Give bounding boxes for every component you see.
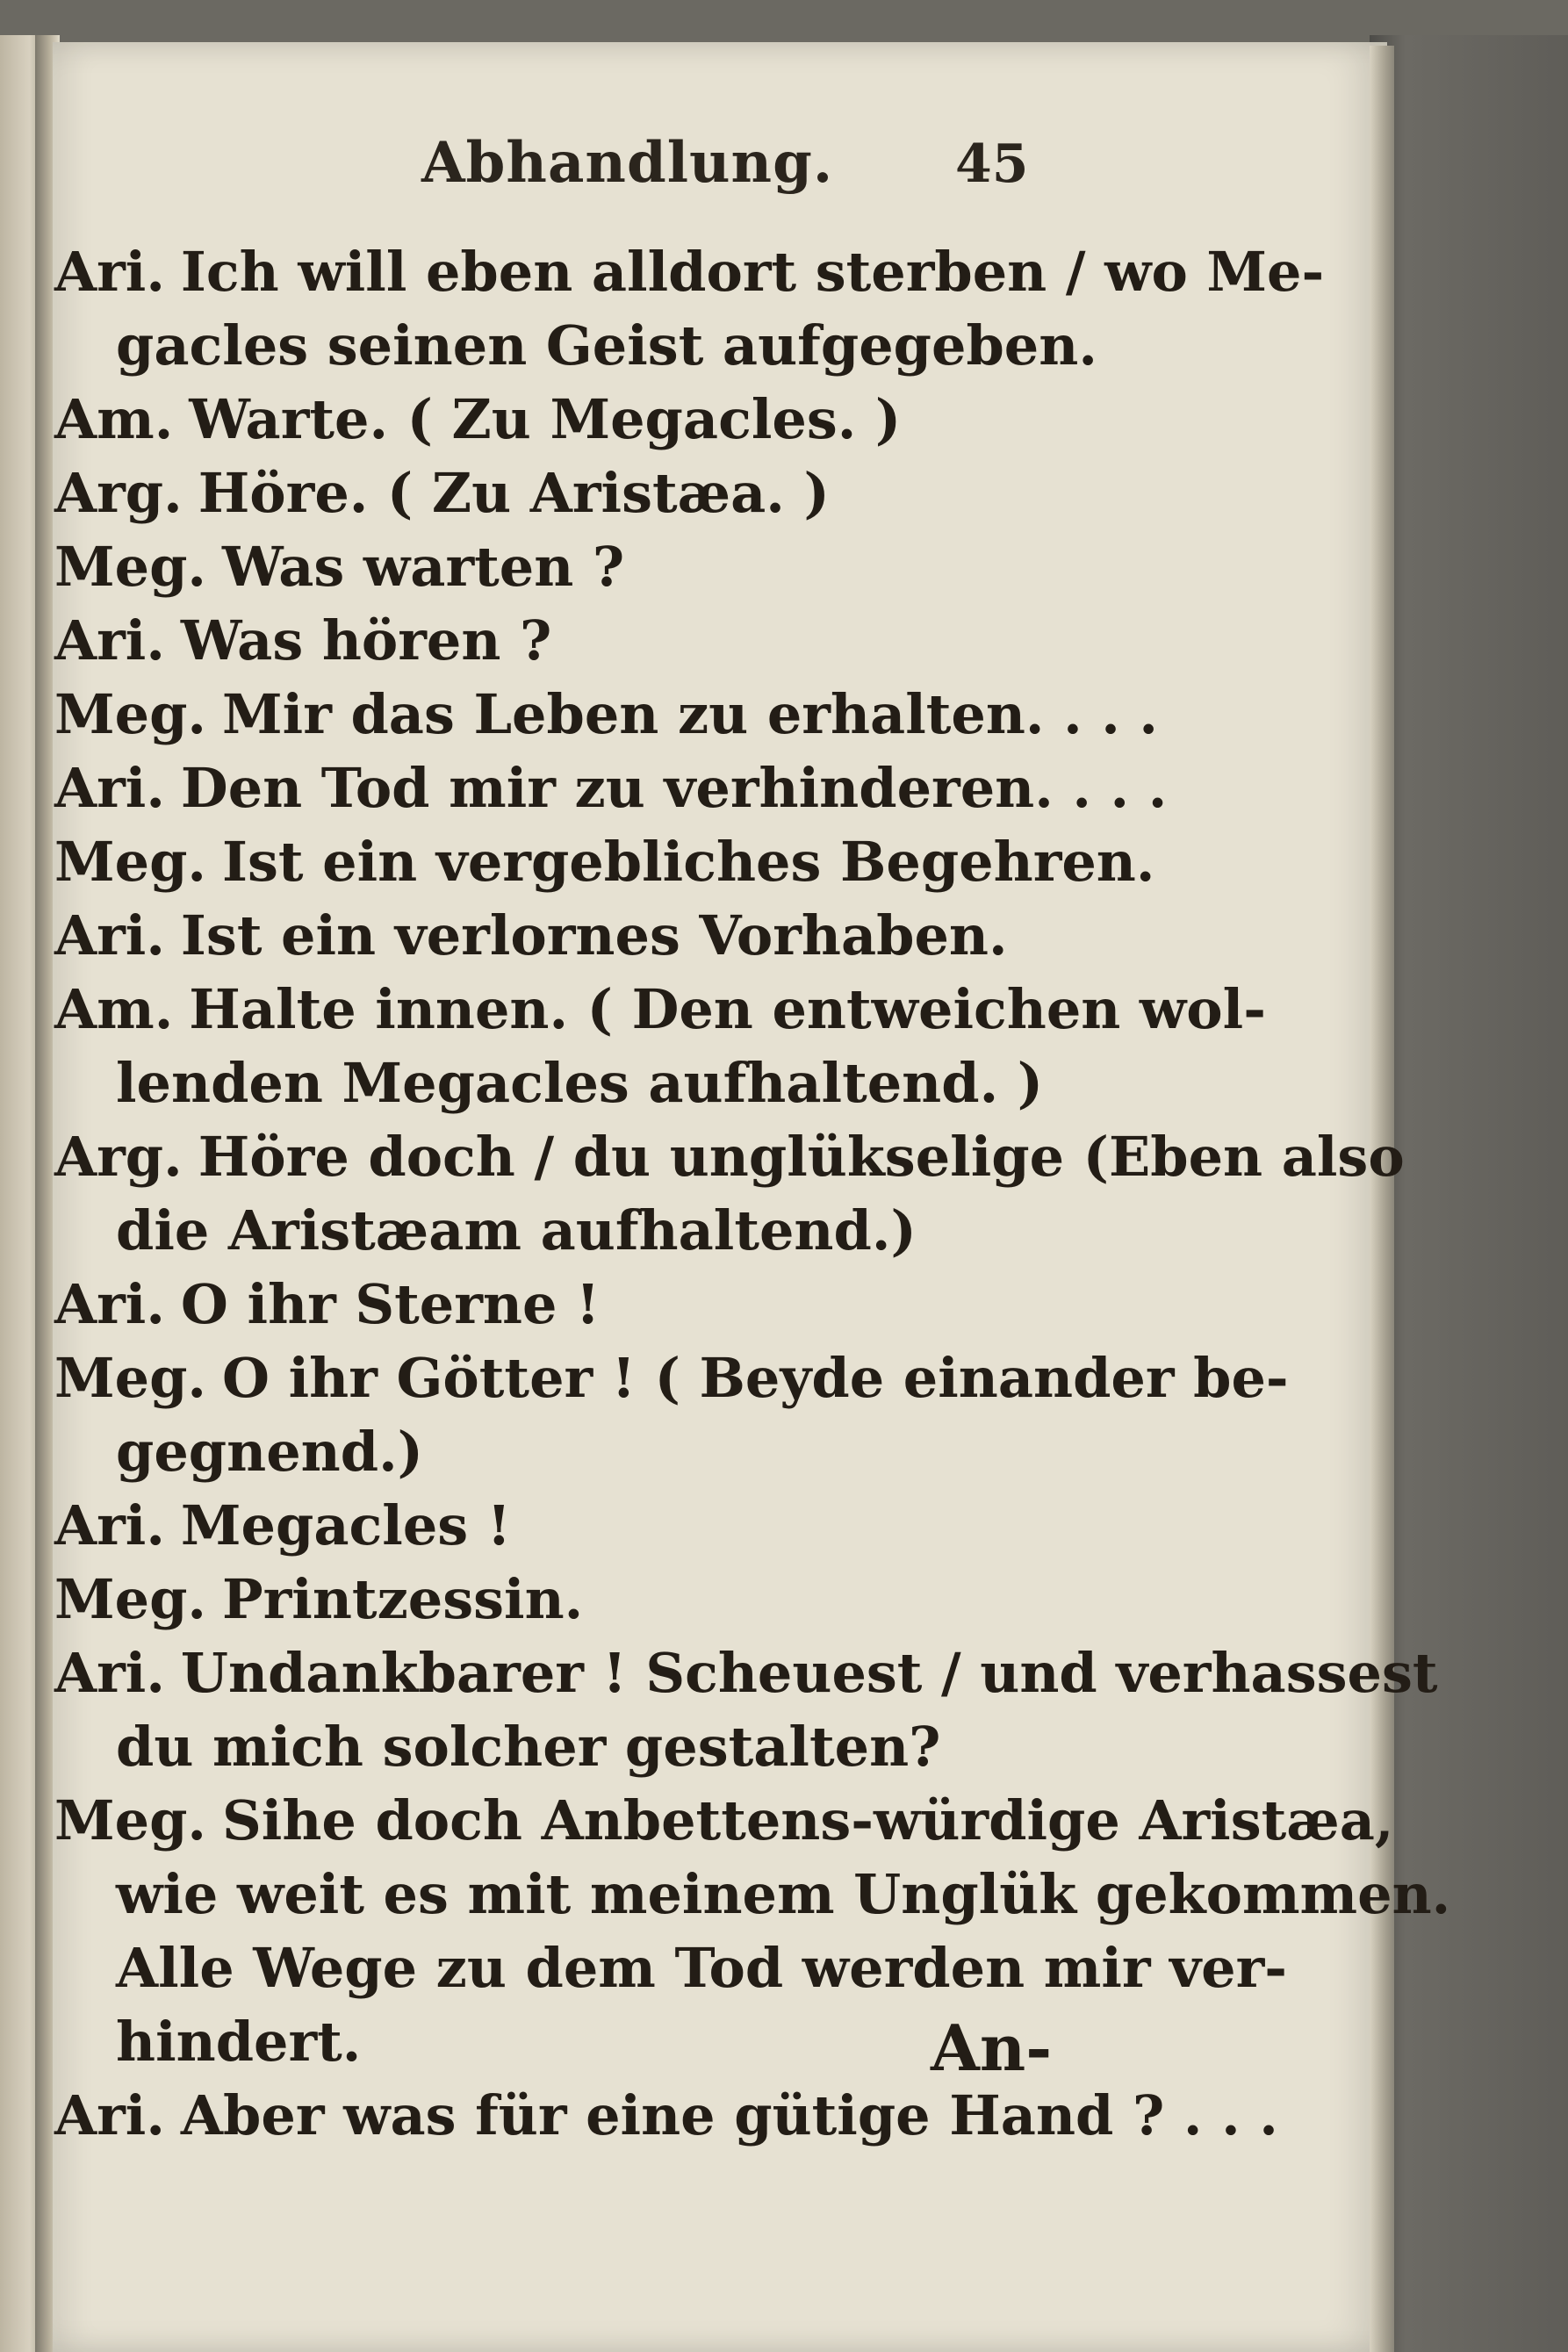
dialogue-line bbox=[54, 383, 1196, 457]
line-text: O ihr Götter ! ( Beyde einander be- bbox=[222, 1346, 1289, 1410]
speaker-label: Arg. bbox=[54, 1125, 183, 1189]
speaker-label: Meg. bbox=[54, 830, 207, 894]
speaker-label: Ari. bbox=[54, 1493, 165, 1557]
line-text: du mich solcher gestalten? bbox=[116, 1715, 941, 1779]
line-text: Was warten ? bbox=[222, 535, 625, 599]
line-text: Höre. ( Zu Aristæa. ) bbox=[198, 461, 830, 525]
dialogue-line bbox=[54, 309, 1196, 383]
speaker-label: Ari. bbox=[54, 2083, 165, 2147]
line-text: O ihr Sterne ! bbox=[180, 1272, 601, 1336]
dialogue-line bbox=[54, 604, 1196, 678]
line-text: Höre doch / du unglükselige (Eben also bbox=[198, 1125, 1405, 1189]
dialogue-line bbox=[54, 1341, 1289, 1415]
running-title: Abhandlung. bbox=[421, 130, 834, 196]
speaker-label: Ari. bbox=[54, 1641, 165, 1705]
catchword: An- bbox=[931, 2010, 1053, 2085]
speaker-label: Meg. bbox=[54, 682, 207, 746]
dialogue-line bbox=[54, 1120, 1405, 1194]
dialogue-line bbox=[54, 752, 1196, 825]
line-text: Aber was für eine gütige Hand ? . . . bbox=[180, 2083, 1278, 2147]
speaker-label: Ari. bbox=[54, 608, 165, 673]
line-text: Halte innen. ( Den entweichen wol- bbox=[189, 977, 1266, 1041]
speaker-label: Ari. bbox=[54, 756, 165, 820]
dialogue-line bbox=[54, 1415, 1196, 1489]
speaker-label: Arg. bbox=[54, 461, 183, 525]
dialogue-line bbox=[54, 2079, 1278, 2153]
dialogue-line bbox=[54, 678, 1196, 752]
dialogue-line bbox=[54, 1858, 1451, 1931]
line-text: Ist ein verlornes Vorhaben. bbox=[180, 903, 1008, 967]
speaker-label: Am. bbox=[54, 977, 174, 1041]
line-text: hindert. bbox=[116, 2010, 362, 2074]
line-text: gacles seinen Geist aufgegeben. bbox=[116, 313, 1097, 378]
dialogue-line bbox=[54, 1784, 1394, 1858]
line-text: Undankbarer ! Scheuest / und verhassest bbox=[180, 1641, 1438, 1705]
speaker-label: Meg. bbox=[54, 1346, 207, 1410]
dialogue-line bbox=[54, 1489, 1196, 1563]
dialogue-line bbox=[54, 899, 1196, 973]
dialogue-line bbox=[54, 1636, 1438, 1710]
line-text: Den Tod mir zu verhinderen. . . . bbox=[180, 756, 1168, 820]
line-text: Megacles ! bbox=[180, 1493, 511, 1557]
dialogue-line bbox=[54, 1931, 1288, 2005]
dialogue-line bbox=[54, 973, 1266, 1047]
line-text: Ist ein vergebliches Begehren. bbox=[222, 830, 1155, 894]
speaker-label: Am. bbox=[54, 387, 174, 451]
line-text: lenden Megacles aufhaltend. ) bbox=[116, 1051, 1044, 1115]
page-number: 45 bbox=[955, 133, 1029, 195]
speaker-label: Ari. bbox=[54, 1272, 165, 1336]
dialogue-line bbox=[54, 457, 1196, 530]
line-text: gegnend.) bbox=[116, 1420, 424, 1484]
line-text: die Aristæam aufhaltend.) bbox=[116, 1198, 917, 1262]
dialogue-line bbox=[54, 825, 1196, 899]
dialogue-line bbox=[54, 530, 1196, 604]
dialogue-line bbox=[54, 1710, 1196, 1784]
speaker-label: Meg. bbox=[54, 1567, 207, 1631]
line-text: Was hören ? bbox=[180, 608, 552, 673]
line-text: Warte. ( Zu Megacles. ) bbox=[189, 387, 902, 451]
line-text: Sihe doch Anbettens-würdige Aristæa, bbox=[222, 1788, 1394, 1852]
dialogue-line bbox=[54, 1047, 1196, 1120]
page-fore-edge bbox=[1370, 46, 1394, 2352]
line-text: Printzessin. bbox=[222, 1567, 584, 1631]
dialogue-line bbox=[54, 1194, 1196, 1268]
line-text: wie weit es mit meinem Unglük gekommen. bbox=[116, 1862, 1451, 1926]
speaker-label: Ari. bbox=[54, 903, 165, 967]
right-backdrop bbox=[1370, 35, 1568, 2352]
dialogue-line bbox=[54, 1563, 1196, 1636]
line-text: Alle Wege zu dem Tod werden mir ver- bbox=[116, 1936, 1288, 2000]
line-text: Mir das Leben zu erhalten. . . . bbox=[222, 682, 1159, 746]
speaker-label: Meg. bbox=[54, 535, 207, 599]
page-header bbox=[0, 130, 1568, 200]
dialogue-line bbox=[54, 1268, 1196, 1341]
speaker-label: Meg. bbox=[54, 1788, 207, 1852]
dialogue-text bbox=[54, 235, 1451, 2153]
dialogue-line bbox=[54, 235, 1325, 309]
line-text: Ich will eben alldort sterben / wo Me- bbox=[180, 240, 1325, 304]
speaker-label: Ari. bbox=[54, 240, 165, 304]
